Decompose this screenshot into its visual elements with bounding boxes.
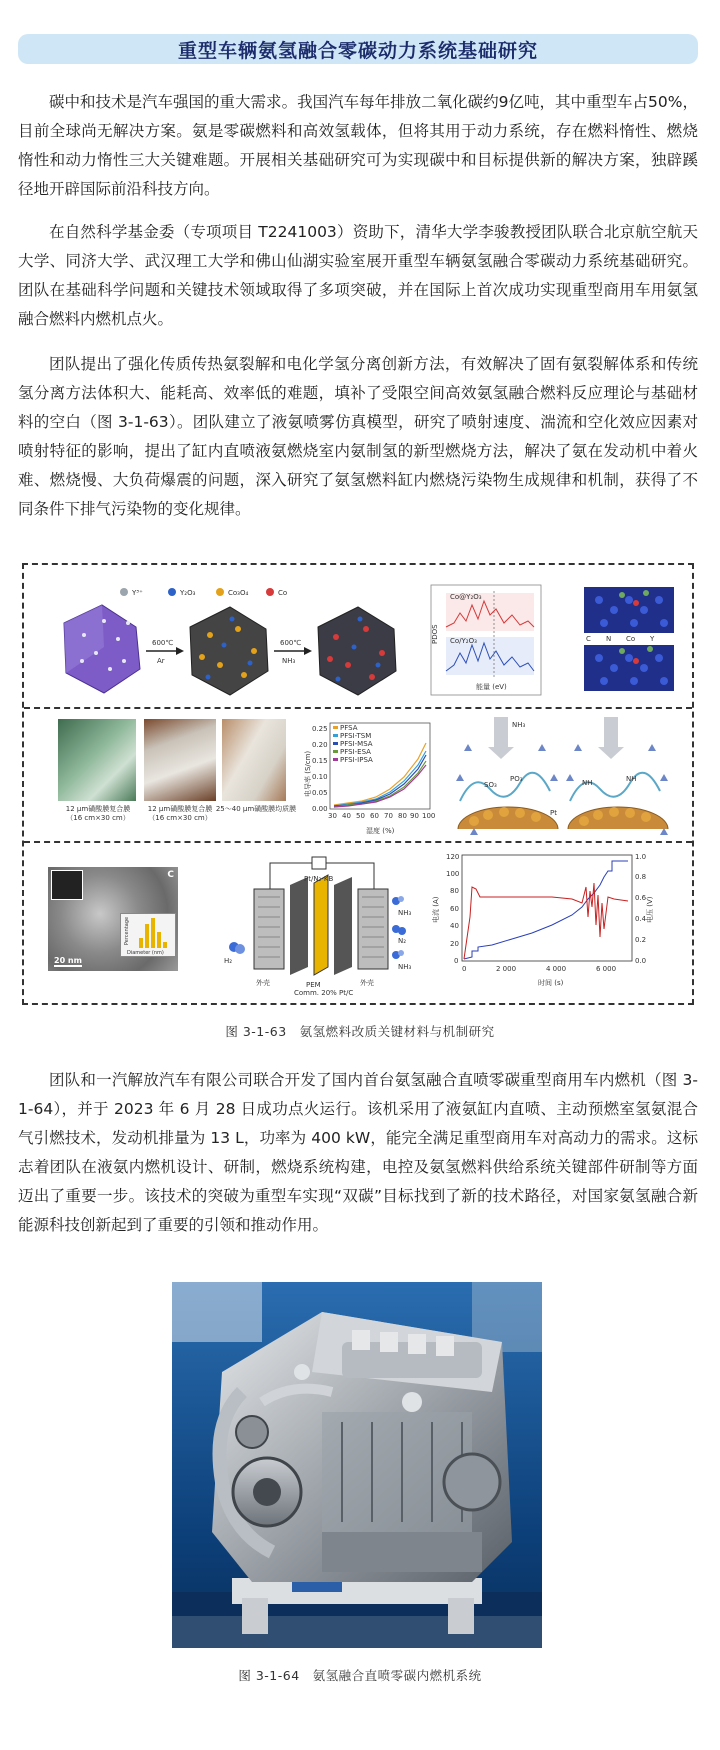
figure-row-fuelcell (24, 843, 692, 1003)
n2-label: N₂ (398, 937, 407, 945)
crystal-legend-co: Co (626, 635, 636, 643)
svg-text:60: 60 (450, 905, 459, 913)
paragraph-2: 在自然科学基金委（专项项目 T2241003）资助下，清华大学李骏教授团队联合北京航空航天大学、同济大学、武汉理工大学和佛山仙湖实验室展开重型车辆氨氢融合零碳动力系统基础研究。团队在基础科学问题和关键技术领域取得了多项突破，并在国际上首次成功实现重型商用车用氨氢融合燃料内燃机点火。 (18, 223, 698, 328)
pdos-xlabel: 能量 (eV) (476, 683, 507, 691)
membrane-photo-2 (144, 719, 216, 801)
engine-illustration (172, 1282, 542, 1648)
conductivity-chart (300, 713, 440, 838)
title-bar (18, 34, 698, 64)
nh3-label-1: NH₃ (512, 721, 526, 729)
membrane-photo-1 (58, 719, 136, 801)
pem-label: PEM (306, 981, 321, 989)
crystal-structure-bottom (584, 645, 674, 691)
svg-text:100: 100 (422, 812, 436, 820)
svg-text:0.2: 0.2 (635, 936, 647, 944)
plot-xlabel: 时间 (s) (538, 979, 564, 987)
svg-text:1.0: 1.0 (635, 853, 647, 861)
svg-text:6 000: 6 000 (596, 965, 617, 973)
pdos-legend-2: Co/Y₂O₃ (450, 637, 477, 645)
crystal-legend-y: Y (650, 635, 655, 643)
nh-label-2: NH (626, 775, 637, 783)
fuel-cell-schematic (214, 849, 414, 999)
housing-label-left: 外壳 (256, 979, 270, 987)
svg-text:PFSI-MSA: PFSI-MSA (340, 740, 373, 748)
legend-co: Co (278, 589, 288, 597)
paragraph-3: 团队提出了强化传质传热氨裂解和电化学氢分离创新方法，有效解决了固有氨裂解体系和传统氢分离方法体积大、能耗高、效率低的难题，填补了受限空间高效氨氢融合燃料反应理论与基础材料的空白（图 3-1-63）。团队建立了液氨喷雾仿真模型，研究了喷射速度、湍流和空化效应因素对喷射特征的影响，提出了缸内直喷液氨燃烧室内氨制氢的新型燃烧方法，解决了氨在发动机中着火难、燃烧慢、大负荷爆震的问题，深入研究了氨氢燃料缸内燃烧污染物生成规律和机制，获得了不同条件下排气污染物的变化规律。 (18, 355, 698, 518)
svg-text:90: 90 (410, 812, 419, 820)
svg-text:0.8: 0.8 (635, 873, 647, 881)
membrane-mechanism-diagram (454, 711, 684, 841)
arrow1-gas: Ar (157, 657, 165, 665)
nh3-label-bottom: NH₃ (398, 963, 412, 971)
svg-text:0.10: 0.10 (312, 773, 328, 781)
legend-co3o4: Co₃O₄ (228, 589, 249, 597)
svg-text:0.15: 0.15 (312, 757, 328, 765)
svg-text:0.4: 0.4 (635, 915, 647, 923)
arrow2-temp: 600℃ (280, 639, 302, 647)
catalyst-synthesis-diagram (24, 565, 692, 707)
svg-text:2 000: 2 000 (496, 965, 517, 973)
figure-3-1-63 (22, 563, 694, 1005)
pdos-ylabel: PDOS (431, 624, 439, 644)
svg-text:PFSI-TSM: PFSI-TSM (340, 732, 372, 740)
svg-text:50: 50 (356, 812, 365, 820)
tem-inset-hrtem (51, 870, 83, 900)
legend-y2o3: Y₂O₃ (180, 589, 196, 597)
current-voltage-plot (432, 847, 662, 997)
svg-text:40: 40 (342, 812, 351, 820)
conductivity-yticks (312, 725, 328, 813)
plot-yleft-ticks (446, 853, 459, 965)
svg-text:PFSI-IPSA: PFSI-IPSA (340, 756, 373, 764)
svg-text:0.00: 0.00 (312, 805, 328, 813)
figure-row-catalyst (24, 565, 692, 709)
pdos-legend-1: Co@Y₂O₃ (450, 593, 482, 601)
svg-text:PO₃: PO₃ (510, 775, 523, 783)
svg-text:SO₃: SO₃ (484, 781, 497, 789)
figure-3-1-63-caption: 图 3-1-63 氨氢燃料改质关键材料与机制研究 (225, 1024, 495, 1039)
tem-size-histogram (120, 913, 176, 957)
svg-text:30: 30 (328, 812, 337, 820)
svg-text:80: 80 (450, 887, 459, 895)
svg-text:0.25: 0.25 (312, 725, 328, 733)
svg-text:0.6: 0.6 (635, 894, 647, 902)
svg-text:0.20: 0.20 (312, 741, 328, 749)
tem-image (48, 867, 178, 971)
svg-text:40: 40 (450, 922, 459, 930)
svg-text:20: 20 (450, 940, 459, 948)
paragraph-4: 团队和一汽解放汽车有限公司联合开发了国内首台氨氢融合直喷零碳重型商用车内燃机（图 3-1-64），并于 2023 年 6 月 28 日成功点火运行。该机采用了液氨缸内直喷、主动预燃室氢氨混合气引燃技术，发动机排量为 13 L，功率为 400 kW，能完全满足重型商用车对高动力的需求。这标志着团队在液氨内燃机设计、研制，燃烧系统构建，电控及氨氢燃料供给系统关键部件研制等方面迈出了重要一步。该技术的突破为重型车实现“双碳”目标找到了新的技术路径，对国家氨氢融合新能源科技创新起到了重要的引领和推动作用。 (18, 1071, 698, 1234)
commercial-catalyst-label: Comm. 20% Pt/C (294, 989, 354, 997)
svg-text:100: 100 (446, 870, 460, 878)
paragraph-1: 碳中和技术是汽车强国的重大需求。我国汽车每年排放二氧化碳约9亿吨，其中重型车占50%，目前全球尚无解决方案。氨是零碳燃料和高效氢载体，但将其用于动力系统，存在燃料惰性、燃烧惰性和动力惰性三大关键难题。开展相关基础研究可为实现碳中和目标提供新的解决方案，独辟蹊径地开辟国际前沿科技方向。 (18, 93, 698, 198)
crystal-structure-top (584, 587, 674, 633)
legend-y3: Y³⁺ (132, 589, 143, 597)
catalyst-label: Pt/N₂-KB (304, 875, 334, 883)
article-title: 重型车辆氨氢融合零碳动力系统基础研究 (177, 39, 538, 62)
svg-text:0: 0 (462, 965, 467, 973)
histogram-ylabel: Percentage (124, 916, 131, 946)
arrow1-temp: 600℃ (152, 639, 174, 647)
histogram-xlabel: Diameter (nm) (127, 950, 164, 956)
crystal-legend-n: N (606, 635, 612, 643)
plot-xticks (462, 965, 616, 973)
svg-text:120: 120 (446, 853, 460, 861)
arrow2-gas: NH₃ (282, 657, 296, 665)
membrane-photo-3 (222, 719, 286, 801)
pt-label: Pt (550, 809, 557, 817)
conductivity-ylabel: 电导率 (S/cm) (304, 750, 312, 797)
svg-text:0: 0 (454, 957, 459, 965)
figure-row-membrane (24, 709, 692, 843)
svg-text:60: 60 (370, 812, 379, 820)
svg-text:80: 80 (398, 812, 407, 820)
conductivity-xticks (328, 812, 435, 820)
plot-yright-ticks (635, 853, 647, 965)
svg-text:PFSA: PFSA (340, 724, 358, 732)
figure-3-1-64-caption: 图 3-1-64 氨氢融合直喷零碳内燃机系统 (238, 1668, 482, 1683)
nh3-label-top: NH₃ (398, 909, 412, 917)
housing-label-right: 外壳 (360, 979, 374, 987)
svg-text:70: 70 (384, 812, 393, 820)
conductivity-xlabel: 湿度 (%) (366, 827, 395, 835)
membrane-photo-3-label: 25～40 μm磺酸膜均质膜 (215, 805, 297, 813)
svg-text:PFSI-ESA: PFSI-ESA (340, 748, 371, 756)
membrane-photo-2-label: 12 μm磺酸膜复合膜 （16 cm×30 cm） (147, 805, 213, 822)
nh-label-1: NH (582, 779, 593, 787)
svg-text:0.0: 0.0 (635, 957, 647, 965)
membrane-photo-1-label: 12 μm磺酸膜复合膜 （16 cm×30 cm） (65, 805, 131, 822)
plot-yright-label: 电压 (V) (646, 896, 654, 923)
plot-yleft-label: 电流 (A) (432, 896, 440, 923)
crystal-legend-c: C (586, 635, 591, 643)
tem-scale-bar: 20 nm (54, 956, 82, 965)
h2-label: H₂ (224, 957, 233, 965)
tem-panel-label: C (167, 870, 174, 880)
engine-photo (172, 1282, 542, 1648)
svg-text:4 000: 4 000 (546, 965, 567, 973)
svg-text:0.05: 0.05 (312, 789, 328, 797)
